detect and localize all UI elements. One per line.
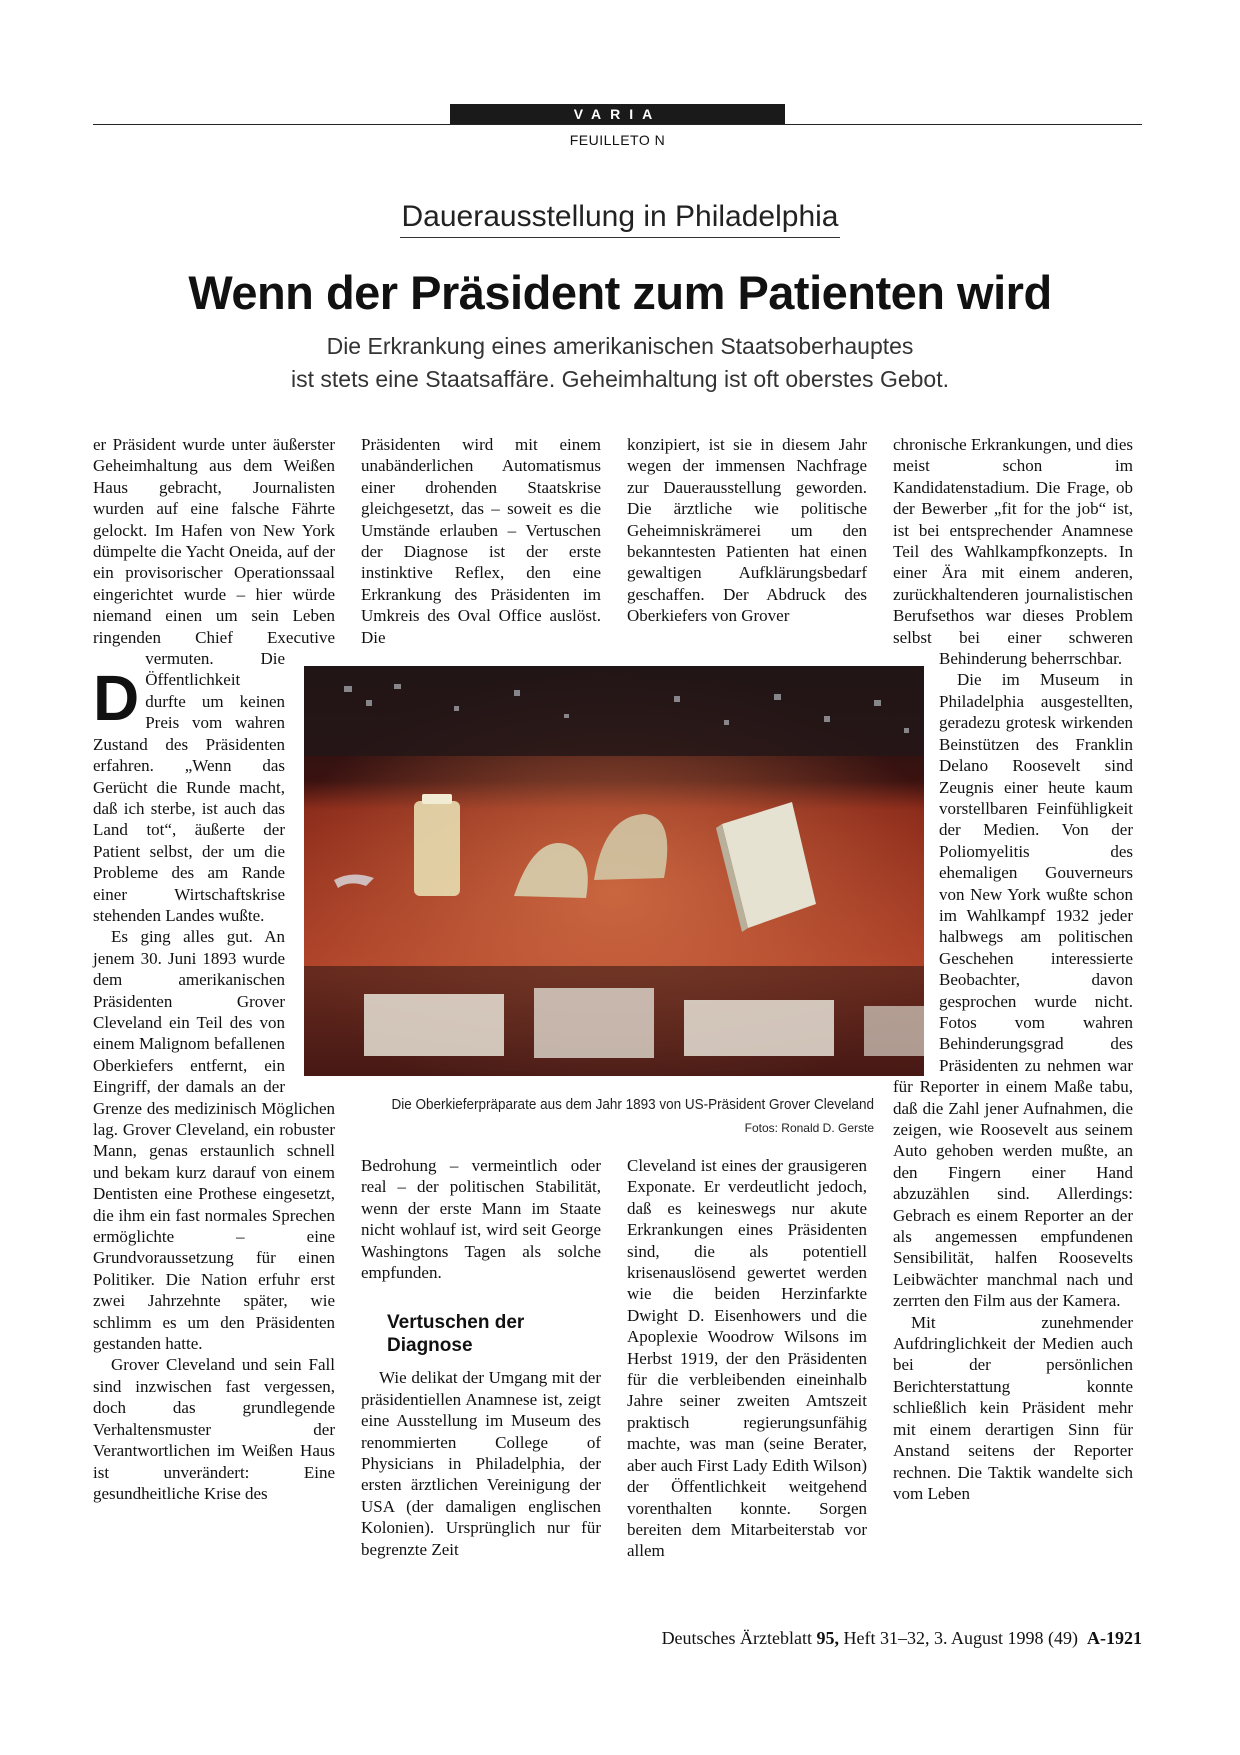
footer-page-number: A-1921 (1087, 1628, 1142, 1648)
subsection-label: FEUILLETO N (569, 132, 666, 148)
footer-volume: 95, (816, 1628, 840, 1648)
kicker-text: Dauerausstellung in Philadelphia (400, 200, 841, 238)
column-4-paragraph-3: Mit zunehmender Aufdringlichkeit der Medien auch bei der persönlichen Berichterstattung konnte schließlich kein Präsident mehr mit einem derartigen Sinn für Anstand seitens der Reporter rechnen. Die Taktik wandelte sich vom Leben (893, 1312, 1133, 1503)
article-column-1 (93, 434, 335, 1604)
article-deck (0, 330, 1240, 396)
article-kicker (0, 200, 1240, 238)
column-1-paragraph-2: Es ging alles gut. An jenem 30. Juni 1893 wurde dem amerikanischen Präsidenten Grover Cleveland ein Teil des von einem Malignom befallenen Oberkiefers entfernt, ein Eingriff, der damals an der Grenze des medizinisch Möglichen lag. Grover Cleveland, ein robuster Mann, genas erstaunlich schnell und bekam kurz darauf von einem Dentisten eine Prothese eingesetzt, die ihm ein fast normales Sprechen ermöglichte – eine Grundvoraussetzung für einen Politiker. Die Nation erfuhr erst zwei Jahrzehnte später, wie schlimm es um den Präsidenten gestanden hatte. (93, 927, 335, 1354)
drop-cap: D (93, 662, 140, 734)
deck-line-1: Die Erkrankung eines amerikanischen Staatsoberhauptes (326, 333, 914, 359)
column-3-bottom-text: Cleveland ist eines der grausigeren Exponate. Er verdeutlicht jedoch, daß es keineswegs nur akute Erkrankungen eines Präsidenten sind, die als potentiell krisenauslösend gewertet werden wie die beiden Herzinfarkte Dwight D. Eisenhowers und die Apoplexie Woodrow Wilsons im Herbst 1919, der den Präsidenten für die verbleibenden eineinhalb Jahre seiner zweiten Amtszeit praktisch regierungsunfähig machte, was man (seine Berater, aber auch First Lady Edith Wilson) der Öffentlichkeit weitgehend vorenthalten konnte. Sorgen bereiten dem Mitarbeiterstab vor allem (627, 1156, 867, 1561)
column-2-top-text: Präsidenten wird mit einem unabänderlichen Automatismus einer drohenden Staatskrise gleichgesetzt, das – soweit es die Umstände erlauben – Vertuschen der Diagnose ist der erste instinktive Reflex, den eine Erkrankung des Präsidenten im Umkreis des Oval Office auslöst. Die (361, 435, 601, 647)
article-column-3-top (627, 434, 867, 627)
exhibit-photo (304, 666, 924, 1076)
article-column-2-top (361, 434, 601, 648)
column-3-top-text: konzipiert, ist sie in diesem Jahr wegen der immensen Nachfrage zur Dauerausstellung geworden. Die ärztliche wie politische Geheimniskrämerei um den bekanntesten Patienten hat einen gewaltigen Aufklärungsbedarf geschaffen. Der Abdruck des Oberkiefers von Grover (627, 435, 867, 626)
article-column-2-bottom (361, 1155, 601, 1560)
photo-caption: Die Oberkieferpräparate aus dem Jahr 1893 von US-Präsident Grover Cleveland (391, 1096, 874, 1113)
article-column-3-bottom (627, 1155, 867, 1562)
column-2-bottom-text: Bedrohung – vermeintlich oder real – der politischen Stabilität, wenn der erste Mann im Staate nicht wohlauf ist, wird seit George Washingtons Tagen als solche empfunden. (361, 1156, 601, 1283)
column-1-paragraph-3: Grover Cleveland und sein Fall sind inzwischen fast vergessen, doch das grundlegende Verhaltensmuster der Verantwortlichen im Weißen Haus ist unverändert: Eine gesundheitliche Krise des (93, 1355, 335, 1503)
header-rule (93, 124, 1142, 125)
article-column-4 (893, 434, 1133, 1504)
article-headline: Wenn der Präsident zum Patienten wird (188, 266, 1052, 319)
footer-issue: Heft 31–32, 3. August 1998 (49) (843, 1628, 1078, 1648)
column-2-paragraph-2: Wie delikat der Umgang mit der präsidentiellen Anamnese ist, zeigt eine Ausstellung im Museum des renommierten College of Physicians in Philadelphia, der ersten ärztlichen Vereinigung der USA (der damaligen englischen Kolonien). Ursprünglich nur für begrenzte Zeit (361, 1368, 601, 1559)
page-footer (662, 1628, 1142, 1649)
section-label: VARIA (450, 104, 785, 124)
column-4-paragraph-1: chronische Erkrankungen, und dies meist schon im Kandidatenstadium. Die Frage, ob der Bewerber „fit for the job“ ist, ist bei entsprechender Anamnese Teil des Wahlkampfkonzepts. In einer Ära mit einem anderen, zurückhaltenderen journalistischen Berufsethos war dieses Problem selbst bei einer schweren Behinderung beherrschbar. (893, 435, 1133, 669)
footer-journal: Deutsches Ärzteblatt (661, 1628, 813, 1648)
photo-credit: Fotos: Ronald D. Gerste (744, 1121, 874, 1135)
article-subheading: Vertuschen der Diagnose (387, 1312, 525, 1357)
exhibit-photo-image (304, 666, 924, 1076)
column-1-paragraph-1: er Präsident wurde unter äußerster Geheimhaltung aus dem Weißen Haus gebracht, Journalisten wurden auf eine falsche Fährte gelockt. Im Hafen von New York dümpelte die Yacht Oneida, auf der ein provisorischer Operationssaal eingerichtet wurde – hier würde niemand einen um sein Leben ringenden Chief Executive vermuten. Die Öffentlichkeit durfte um keinen Preis vom wahren Zustand des Präsidenten erfahren. „Wenn das Gerücht die Runde macht, daß ich sterbe, ist auch das Land tot“, äußerte der Patient selbst, der um die Probleme des am Rande einer Wirtschaftskrise stehenden Landes wußte. (93, 435, 335, 925)
column-4-paragraph-2: Die im Museum in Philadelphia ausgestellten, geradezu grotesk wirkenden Beinstützen des Franklin Delano Roosevelt sind Zeugnis einer heute kaum vorstellbaren Feinfühligkeit der Medien. Von der Poliomyelitis des ehemaligen Gouverneurs von New York wußte schon im Wahlkampf 1932 jeder halbwegs am politischen Geschehen interessierte Beobachter, davon gesprochen wurde nicht. Fotos vom wahren Behinderungsgrad des Präsidenten zu nehmen war für Reporter in einem Maße tabu, daß die Zahl jener Aufnahmen, die zeigen, wie Roosevelt aus seinem Auto gehoben werden mußte, an den Fingern einer Hand abzuzählen sind. Allerdings: Gebrach es einem Reporter an der als angemessen empfundenen Sensibilität, halfen Roosevelts Leibwächter manchmal nach und zerrten den Film aus der Kamera. (893, 670, 1133, 1311)
deck-line-2: ist stets eine Staatsaffäre. Geheimhaltung ist oft oberstes Gebot. (291, 366, 949, 392)
